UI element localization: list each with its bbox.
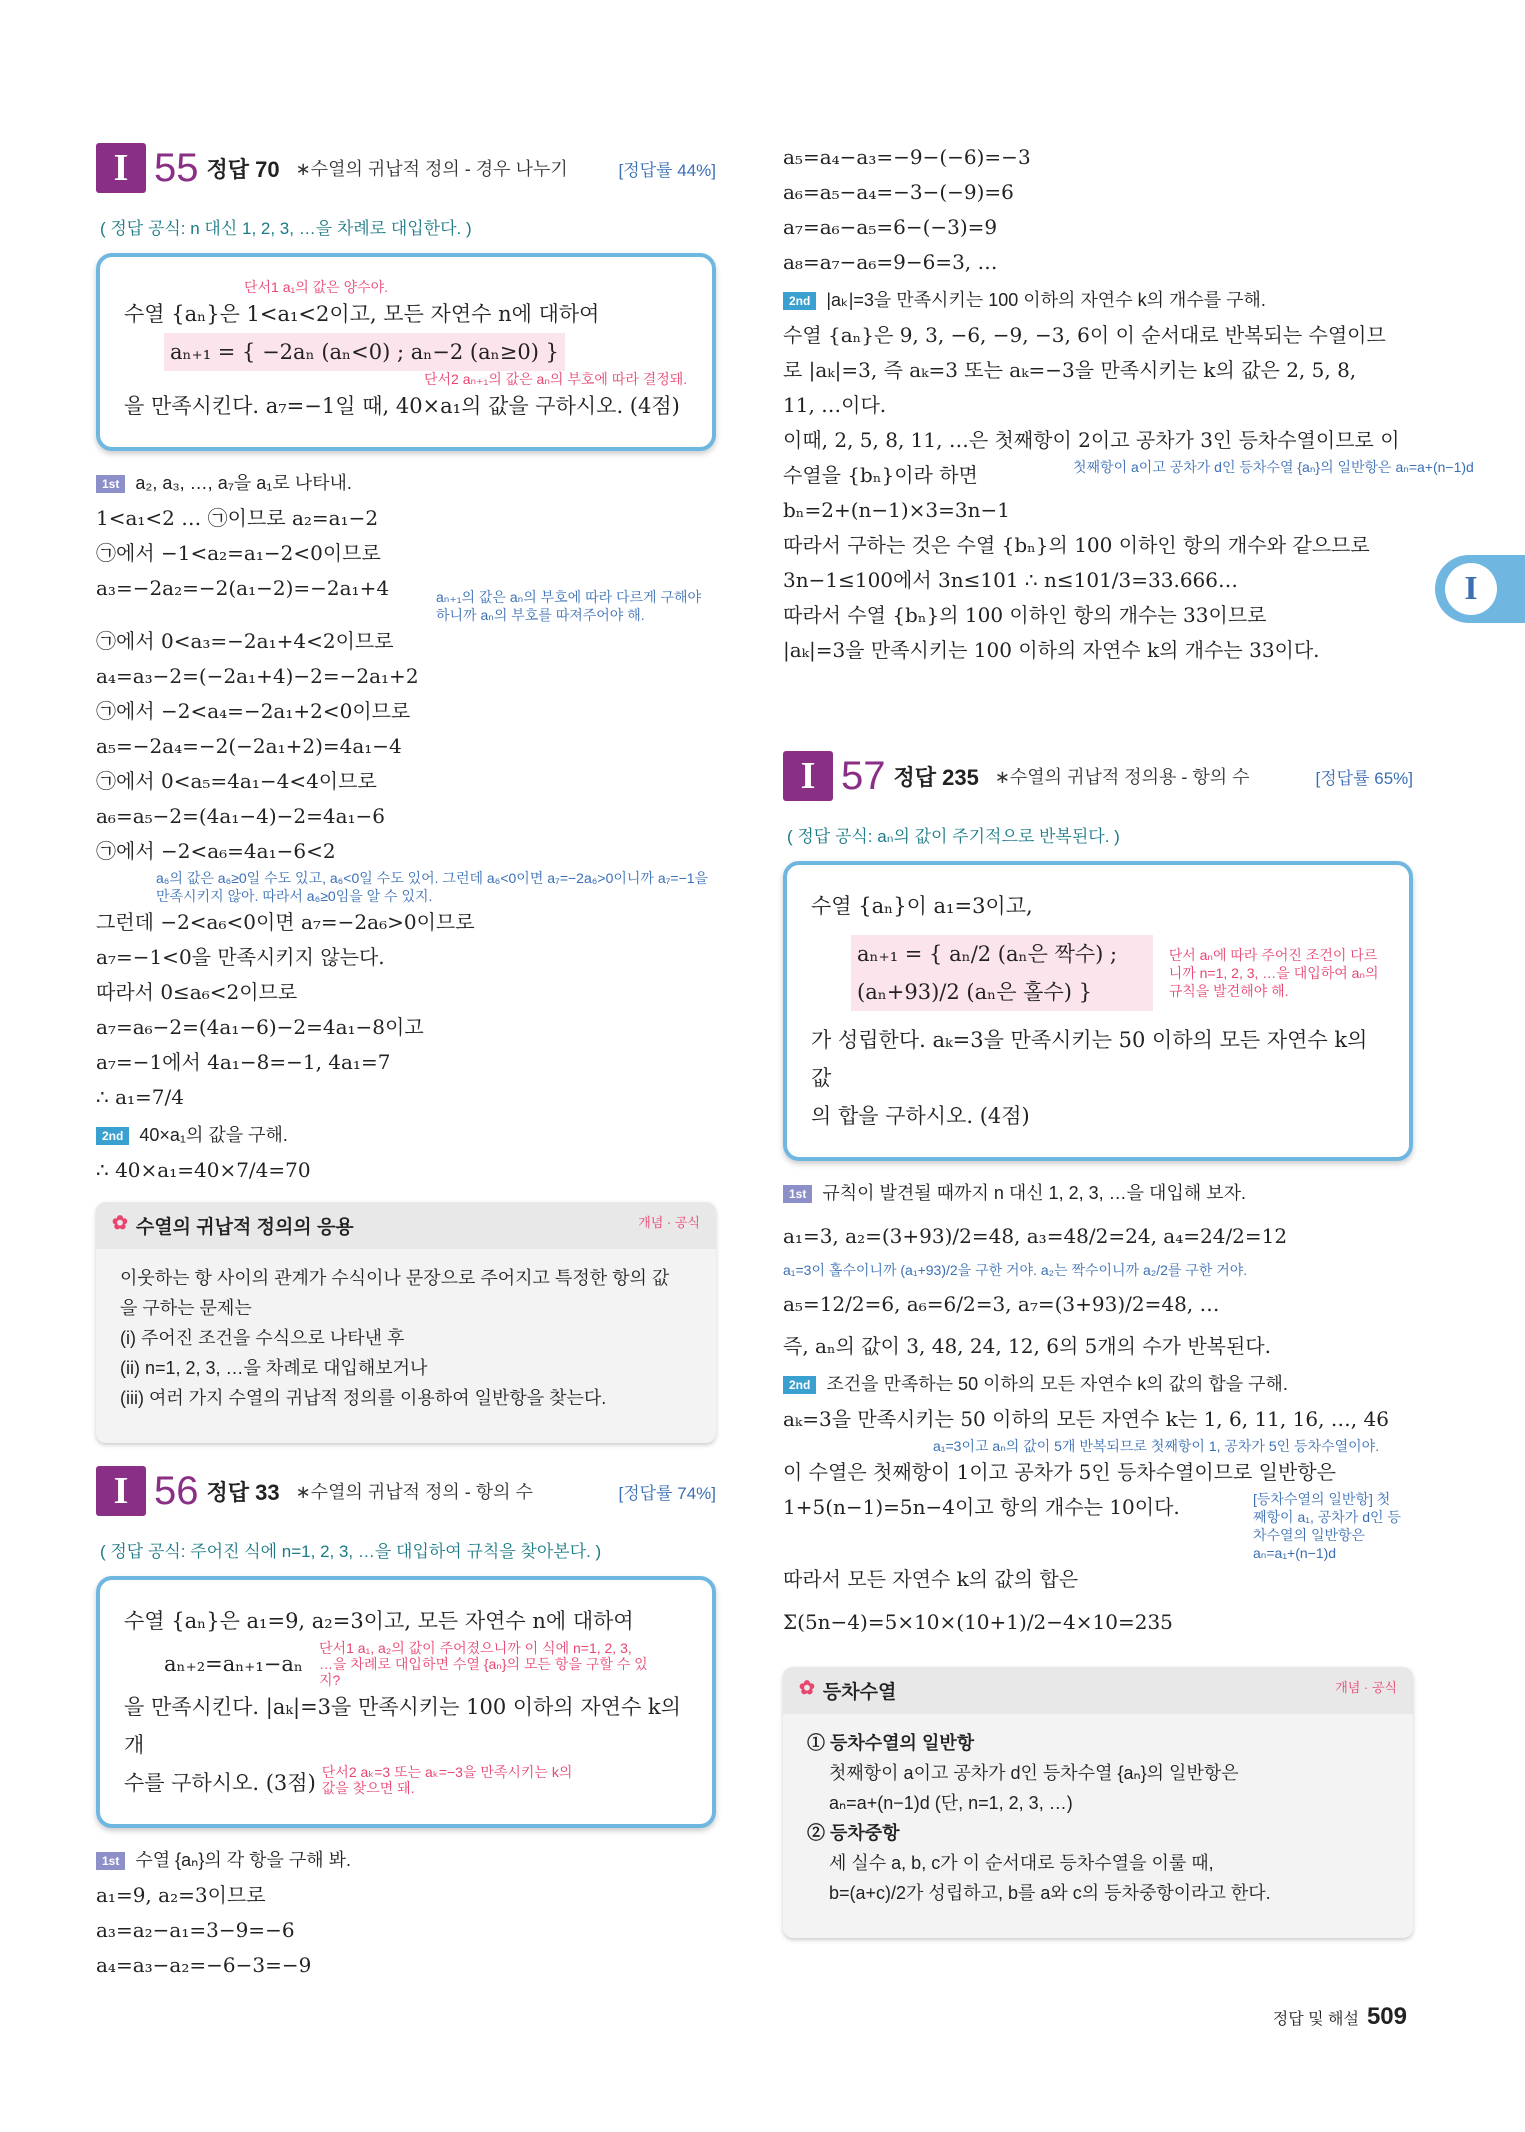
problem-55-header [96,140,716,196]
solution-line: a₇=−1에서 4a₁−8=−1, 4a₁=7 [96,1050,391,1074]
solution-line: a₆=a₅−2=(4a₁−4)−2=4a₁−6 [96,804,386,828]
left-column [96,140,716,1983]
solution-line: a₆=a₅−a₄=−3−(−9)=6 [783,180,1014,204]
solution-line: a₃=a₂−a₁=3−9=−6 [96,1918,295,1942]
note: a₁=3이 홀수이니까 (a₁+93)/2을 구한 거야. a₂는 짝수이니까 a₂/2를 구한 거야. [783,1262,1248,1278]
concept-line: 을 구하는 문제는 [120,1298,252,1318]
concept-label: 개념 · 공식 [1335,1680,1397,1695]
recurrence: aₙ₊₂=aₙ₊₁−aₙ [164,1652,304,1676]
step-2 [783,1370,1413,1396]
note: a₁=3이고 aₙ의 값이 5개 반복되므로 첫째항이 1, 공차가 5인 등차수열이야. [933,1438,1380,1454]
concept-line: 첫째항이 a이고 공차가 d인 등차수열 {aₙ}의 일반항은 [829,1763,1239,1783]
note: 첫째항이 a이고 공차가 d인 등차수열 {aₙ}의 일반항은 aₙ=a+(n−1)d [1073,459,1474,475]
concept-title: 등차수열 [822,1682,897,1703]
flower-icon: ✿ [799,1678,815,1699]
step-2-badge: 2nd [96,1127,129,1145]
solution-line: 따라서 0≤a₆<2이므로 [96,980,298,1004]
problem-text: 수열 {aₙ}은 1<a₁<2이고, 모든 자연수 n에 대하여 [124,302,600,326]
hint-1: 단서1 a₁의 값은 양수야. [244,279,389,295]
answer: 정답 235 [893,764,979,790]
solution-line: a₇=−1<0을 만족시키지 않는다. [96,945,385,969]
solution-line: ㉠에서 −1<a₂=a₁−2<0이므로 [96,541,381,565]
step-1 [96,1846,716,1872]
section-badge: I [96,143,146,193]
step-1-badge: 1st [96,1852,125,1870]
concept-line: ② 등차중항 [807,1823,900,1843]
step-2 [783,286,1413,312]
topic: ∗수열의 귀납적 정의 - 경우 나누기 [295,159,568,179]
solution-line: 따라서 모든 자연수 k의 값의 합은 [783,1567,1079,1591]
solution-line: 1<a₁<2 … ㉠이므로 a₂=a₁−2 [96,506,379,530]
problem-56-header [96,1463,716,1519]
step-1-badge: 1st [96,475,125,493]
topic: ∗수열의 귀납적 정의용 - 항의 수 [994,767,1250,787]
step-1-text: 수열 {aₙ}의 각 항을 구해 봐. [135,1850,352,1870]
solution-line: a₄=a₃−2=(−2a₁+4)−2=−2a₁+2 [96,664,419,688]
concept-line: b=(a+c)/2가 성립하고, b를 a와 c의 등차중항이라고 한다. [829,1883,1271,1903]
solution-text: a₃=−2a₂=−2(a₁−2)=−2a₁+4 [96,576,390,600]
solution-line [783,458,1474,493]
solution-line: ∴ a₁=7/4 [96,1085,184,1109]
solution-line: aₖ=3을 만족시키는 50 이하의 모든 자연수 k는 1, 6, 11, 16, …, 46 [783,1407,1389,1431]
problem-box [783,861,1413,1161]
step-2-badge: 2nd [783,1376,816,1394]
step-1 [783,1179,1413,1205]
problem-formula [124,1640,688,1688]
hint-1: 단서1 a₁, a₂의 값이 주어졌으니까 이 식에 n=1, 2, 3, …을 차례로 대입하면 수열 {aₙ}의 모든 항을 구할 수 있지? [319,1640,648,1688]
solution-line: a₅=−2a₄=−2(−2a₁+2)=4a₁−4 [96,734,402,758]
solution-line [783,1490,1413,1562]
hint-1: 단서 aₙ에 따라 주어진 조건이 다르니까 n=1, 2, 3, …을 대입하여 aₙ의 규칙을 발견해야 해. [1168,947,1379,999]
note: [등차수열의 일반항] 첫째항이 a₁, 공차가 d인 등차수열의 일반항은 aₙ=a₁+(n−1)d [1253,1491,1401,1561]
solution-line: 따라서 구하는 것은 수열 {bₙ}의 100 이하인 항의 개수와 같으므로 [783,533,1370,557]
topic: ∗수열의 귀납적 정의 - 항의 수 [295,1482,533,1502]
solution-line: a₅=12/2=6, a₆=6/2=3, a₇=(3+93)/2=48, … [783,1292,1220,1316]
page-footer [1273,2003,1407,2031]
chapter-label: I [1445,563,1497,615]
correct-rate: [정답률 65%] [1315,768,1413,788]
hint-2: 단서2 aₙ₊₁의 값은 aₙ의 부호에 따라 결정돼. [424,371,688,387]
solution-line: a₁=9, a₂=3이므로 [96,1883,266,1907]
correct-rate: [정답률 44%] [618,160,716,180]
solution-line: |aₖ|=3을 만족시키는 100 이하의 자연수 k의 개수는 33이다. [783,638,1320,662]
problem-number: 56 [154,1468,199,1513]
hint-2: 단서2 aₖ=3 또는 aₖ=−3을 만족시키는 k의 값을 찾으면 돼. [321,1764,573,1796]
step-2-text: |aₖ|=3을 만족시키는 100 이하의 자연수 k의 개수를 구해. [826,290,1266,310]
problem-box [96,1576,716,1828]
result-line: ∴ 40×a₁=40×7/4=70 [96,1158,311,1182]
answer: 정답 33 [206,1479,280,1505]
solution-line: 3n−1≤100에서 3n≤101 ∴ n≤101/3=33.666… [783,568,1239,592]
concept-line: aₙ=a+(n−1)d (단, n=1, 2, 3, …) [829,1793,1073,1813]
concept-line: (ii) n=1, 2, 3, …을 차례로 대입해보거나 [120,1358,428,1378]
step-1-text: 규칙이 발견될 때까지 n 대신 1, 2, 3, …을 대입해 보자. [822,1183,1246,1203]
recurrence: aₙ₊₁ = { aₙ/2 (aₙ은 짝수) ; (aₙ+93)/2 (aₙ은 홀수) } [851,935,1153,1011]
concept-line: (iii) 여러 가지 수열의 귀납적 정의를 이용하여 일반항을 찾는다. [120,1388,607,1408]
solution-line: 따라서 수열 {bₙ}의 100 이하인 항의 개수는 33이므로 [783,603,1267,627]
step-1-badge: 1st [783,1185,812,1203]
solution-line: 즉, aₙ의 값이 3, 48, 24, 12, 6의 5개의 수가 반복된다. [783,1334,1271,1358]
problem-number: 55 [154,145,199,190]
problem-formula: aₙ₊₁ = { −2aₙ (aₙ<0) ; aₙ−2 (aₙ≥0) } [164,333,565,371]
problem-formula [811,935,1385,1011]
chapter-side-tab [1435,555,1525,623]
section-badge: I [783,751,833,801]
answer: 정답 70 [206,156,280,182]
problem-text: 을 만족시킨다. |aₖ|=3을 만족시키는 100 이하의 자연수 k의 개 [124,1695,681,1757]
concept-label: 개념 · 공식 [638,1215,700,1230]
solution-line: ㉠에서 0<a₃=−2a₁+4<2이므로 [96,629,394,653]
solution-line: a₇=a₆−a₅=6−(−3)=9 [783,215,998,239]
problem-text [124,1764,688,1802]
problem-text: 수열 {aₙ}은 a₁=9, a₂=3이고, 모든 자연수 n에 대하여 [124,1609,634,1633]
concept-line: (i) 주어진 조건을 수식으로 나타낸 후 [120,1328,405,1348]
answer-formula: ( 정답 공식: n 대신 1, 2, 3, …을 차례로 대입한다. ) [100,219,472,238]
solution-line: a₁=3, a₂=(3+93)/2=48, a₃=48/2=24, a₄=24/2=12 [783,1224,1288,1248]
concept-line: 이웃하는 항 사이의 관계가 수식이나 문장으로 주어지고 특정한 항의 값 [120,1268,670,1288]
problem-text: 의 합을 구하시오. (4점) [811,1104,1030,1128]
footer-label: 정답 및 해설 [1272,2011,1359,2028]
concept-body [783,1714,1413,1922]
solution-text: 1+5(n−1)=5n−4이고 항의 개수는 10이다. [783,1495,1180,1519]
concept-line: ① 등차수열의 일반항 [807,1733,975,1753]
solution-line: 이 수열은 첫째항이 1이고 공차가 5인 등차수열이므로 일반항은 [783,1460,1336,1484]
problem-text-end: 수를 구하시오. (3점) [124,1771,316,1795]
problem-text: 수열 {aₙ}이 a₁=3이고, [811,894,1033,918]
step-2-text: 조건을 만족하는 50 이하의 모든 자연수 k의 값의 합을 구해. [826,1374,1288,1394]
note: aₙ₊₁의 값은 aₙ의 부호에 따라 다르게 구해야 하니까 aₙ의 부호를 따져주어야 해. [436,589,702,623]
step-1-text: a₂, a₃, …, a₇을 a₁로 나타내. [135,473,352,493]
solution-line: bₙ=2+(n−1)×3=3n−1 [783,498,1010,522]
problem-box [96,253,716,451]
solution-line: 로 |aₖ|=3, 즉 aₖ=3 또는 aₖ=−3을 만족시키는 k의 값은 2, 5, 8, [783,358,1357,382]
correct-rate: [정답률 74%] [618,1483,716,1503]
concept-title-bar [96,1202,716,1249]
concept-body [96,1249,716,1427]
page-number: 509 [1366,2003,1407,2030]
solution-line: 그런데 −2<a₆<0이면 a₇=−2a₆>0이므로 [96,910,475,934]
concept-title-bar [783,1667,1413,1714]
problem-57-header [783,748,1413,804]
solution-line: 이때, 2, 5, 8, 11, …은 첫째항이 2이고 공차가 3인 등차수열이므로 이 [783,428,1400,452]
concept-box [96,1202,716,1443]
solution-line: ㉠에서 −2<a₄=−2a₁+2<0이므로 [96,699,411,723]
solution-line: ㉠에서 −2<a₆=4a₁−6<2 [96,839,336,863]
step-2 [96,1121,716,1147]
solution-line: ㉠에서 0<a₅=4a₁−4<4이므로 [96,769,377,793]
note: a₆의 값은 a₆≥0일 수도 있고, a₆<0일 수도 있어. 그런데 a₆<0이면 a₇=−2a₆>0이니까 a₇=−1을 만족시키지 않아. 따라서 a₆≥0임을 알 수 있지. [156,870,709,904]
solution-line: 11, …이다. [783,393,887,417]
step-2-badge: 2nd [783,292,816,310]
solution-line: Σ(5n−4)=5×10×(10+1)/2−4×10=235 [783,1610,1173,1634]
flower-icon: ✿ [112,1213,128,1234]
solution-line: a₈=a₇−a₆=9−6=3, … [783,250,998,274]
solution-line: 수열 {aₙ}은 9, 3, −6, −9, −3, 6이 이 순서대로 반복되는 수열이므 [783,323,1386,347]
answer-formula: ( 정답 공식: 주어진 식에 n=1, 2, 3, …을 대입하여 규칙을 찾아본다. ) [100,1542,602,1561]
solution-line: a₅=a₄−a₃=−9−(−6)=−3 [783,145,1031,169]
answer-formula: ( 정답 공식: aₙ의 값이 주기적으로 반복된다. ) [787,827,1120,846]
concept-title: 수열의 귀납적 정의의 응용 [135,1217,354,1238]
right-column [783,140,1474,1958]
problem-text: 을 만족시킨다. a₇=−1일 때, 40×a₁의 값을 구하시오. (4점) [124,394,680,418]
solution-line: a₄=a₃−a₂=−6−3=−9 [96,1953,312,1977]
solution-text: 수열을 {bₙ}이라 하면 [783,463,978,487]
solution-line: a₇=a₆−2=(4a₁−6)−2=4a₁−8이고 [96,1015,424,1039]
concept-line: 세 실수 a, b, c가 이 순서대로 등차수열을 이룰 때, [829,1853,1214,1873]
step-2-text: 40×a₁의 값을 구해. [139,1125,288,1145]
concept-box [783,1667,1413,1938]
section-badge: I [96,1466,146,1516]
step-1 [96,469,716,495]
problem-text: 가 성립한다. aₖ=3을 만족시키는 50 이하의 모든 자연수 k의 값 [811,1028,1368,1090]
problem-number: 57 [841,753,886,798]
